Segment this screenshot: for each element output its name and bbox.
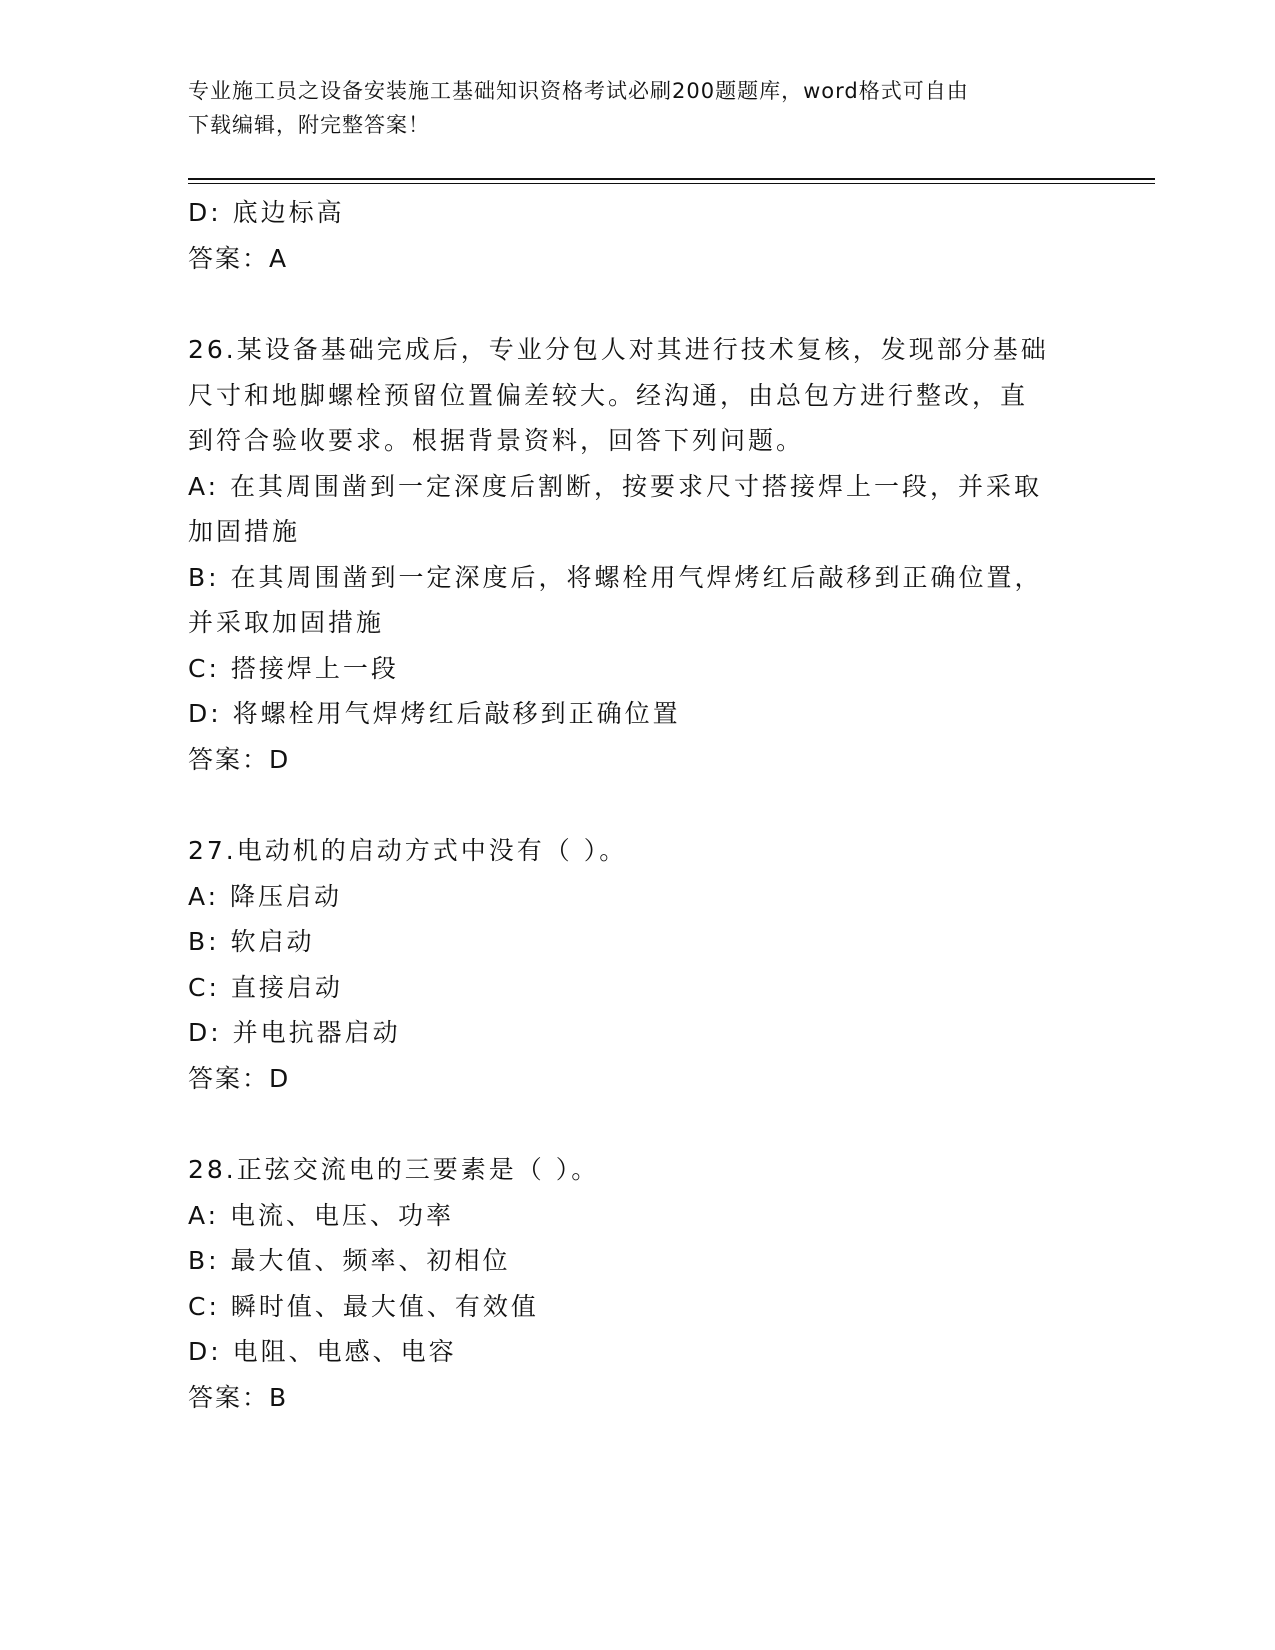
question-stem: 尺寸和地脚螺栓预留位置偏差较大。经沟通，由总包方进行整改，直 xyxy=(188,380,1029,410)
spacer xyxy=(188,1101,1088,1147)
header-line: 专业施工员之设备安装施工基础知识资格考试必刷200题题库，word格式可自由 xyxy=(188,79,969,103)
option-d: D: 并电抗器启动 xyxy=(188,1018,401,1047)
spacer xyxy=(188,782,1088,828)
question-28 xyxy=(188,1147,1088,1420)
header-divider xyxy=(188,178,1155,180)
answer-line: 答案：B xyxy=(188,1382,289,1412)
answer-line: 答案：D xyxy=(188,1063,291,1093)
question-stem: 26.某设备基础完成后，专业分包人对其进行技术复核，发现部分基础 xyxy=(188,335,1049,364)
question-26 xyxy=(188,327,1088,782)
option-b: B: 软启动 xyxy=(188,927,315,956)
option-c: C: 直接启动 xyxy=(188,972,343,1002)
option-a-continued: 加固措施 xyxy=(188,517,301,546)
option-a: A: 电流、电压、功率 xyxy=(188,1200,455,1230)
document-header xyxy=(188,74,1088,142)
question-27 xyxy=(188,828,1088,1101)
question-stem: 27.电动机的启动方式中没有（ ）。 xyxy=(188,836,628,865)
header-line: 下载编辑，附完整答案！ xyxy=(188,113,430,137)
option-b: B: 最大值、频率、初相位 xyxy=(188,1246,511,1275)
option-a: A: 降压启动 xyxy=(188,881,343,911)
option-a: A: 在其周围凿到一定深度后割断，按要求尺寸搭接焊上一段，并采取 xyxy=(188,471,1043,501)
spacer xyxy=(188,281,1088,327)
option-d: D: 底边标高 xyxy=(188,198,345,227)
question-stem: 28.正弦交流电的三要素是（ ）。 xyxy=(188,1155,600,1184)
option-c: C: 搭接焊上一段 xyxy=(188,653,399,683)
question-stem: 到符合验收要求。根据背景资料，回答下列问题。 xyxy=(188,426,805,455)
option-d: D: 电阻、电感、电容 xyxy=(188,1337,457,1366)
answer-line: 答案：D xyxy=(188,744,291,774)
question-25-tail xyxy=(188,190,1088,281)
option-d: D: 将螺栓用气焊烤红后敲移到正确位置 xyxy=(188,699,681,728)
answer-line: 答案：A xyxy=(188,243,289,273)
option-b: B: 在其周围凿到一定深度后，将螺栓用气焊烤红后敲移到正确位置， xyxy=(188,562,1043,592)
option-b-continued: 并采取加固措施 xyxy=(188,608,385,637)
question-list xyxy=(188,190,1088,1420)
header-divider-thin xyxy=(188,183,1155,184)
option-c: C: 瞬时值、最大值、有效值 xyxy=(188,1291,539,1321)
